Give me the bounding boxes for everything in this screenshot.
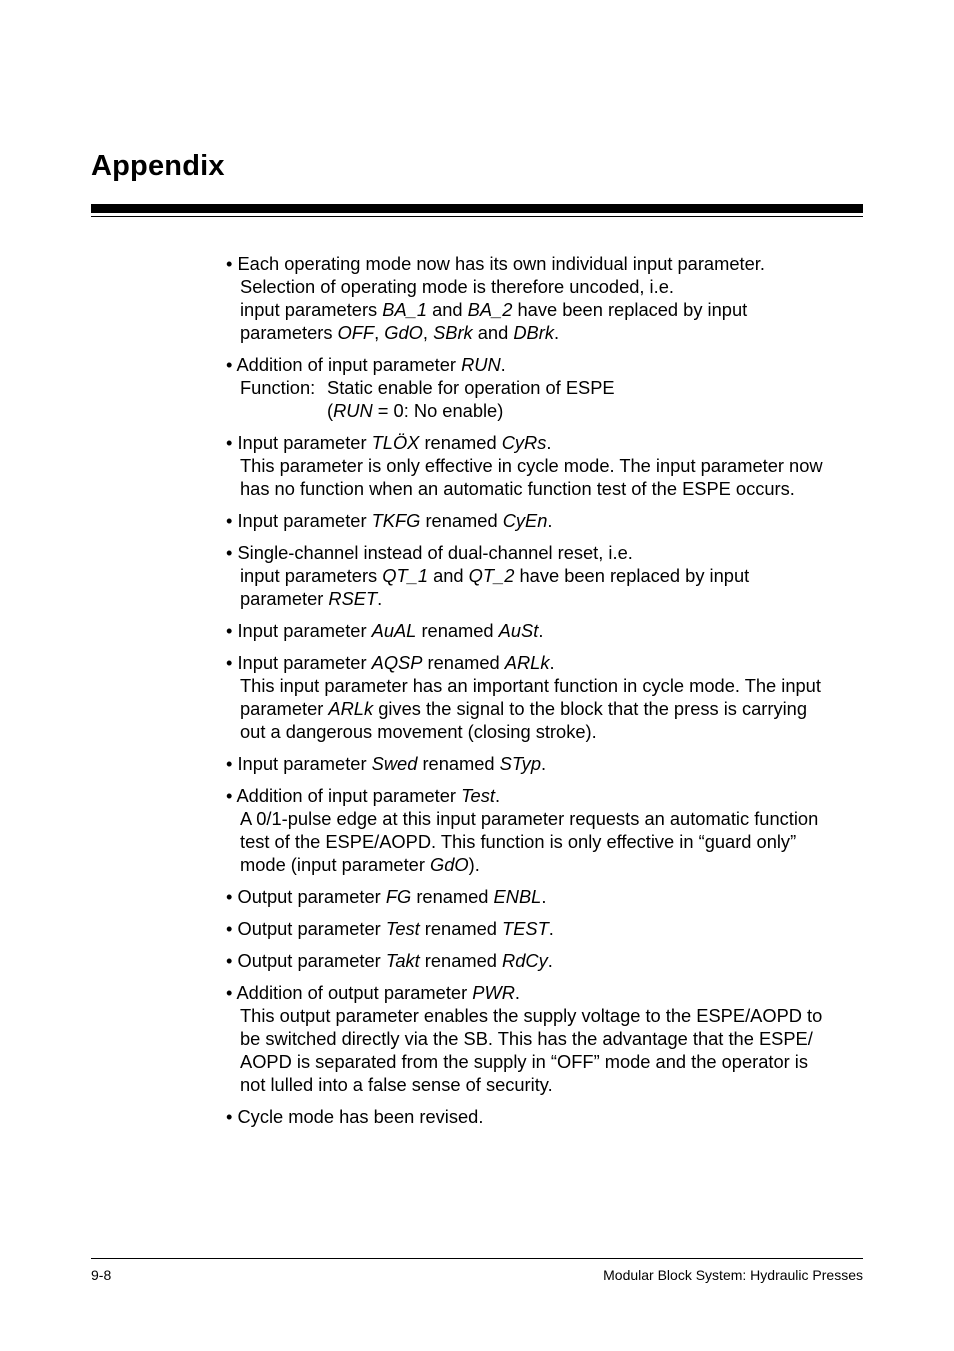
page-title: Appendix [91, 150, 225, 182]
list-item: • Input parameter TKFG renamed CyEn. [226, 510, 553, 531]
list-item: • Addition of input parameter RUN. Function: Static enable for operation of ESPE (RUN = 0: No enable) [226, 354, 615, 421]
list-item: • Input parameter AuAL renamed AuSt. [226, 620, 544, 641]
footer-rule [91, 1258, 863, 1259]
list-item: • Output parameter FG renamed ENBL. [226, 886, 547, 907]
page-number: 9-8 [91, 1267, 112, 1283]
header-rule-thick [91, 204, 863, 213]
list-item: • Single-channel instead of dual-channel reset, i.e. input parameters QT_1 and QT_2 have been replaced by input parameter RSET. [226, 542, 750, 609]
list-item: • Output parameter Takt renamed RdCy. [226, 950, 553, 971]
list-item: • Input parameter Swed renamed STyp. [226, 753, 547, 774]
list-item: • Addition of output parameter PWR. This output parameter enables the supply voltage to the ESPE/AOPD to be switched directly via the SB. This has the advantage that the ESPE/ AOPD is separated from the supply in “OFF” mode and the operator is not lulled into a false sense of security. [226, 982, 823, 1095]
list-item: • Output parameter Test renamed TEST. [226, 918, 554, 939]
changes-list [226, 252, 866, 1137]
list-item: • Input parameter AQSP renamed ARLk. This input parameter has an important function in cycle mode. The input parameter ARLk gives the signal to the block that the press is carrying out a dangerous movement (closing stroke). [226, 652, 821, 742]
list-item: • Input parameter TLÖX renamed CyRs. This parameter is only effective in cycle mode. The input parameter now has no function when an automatic function test of the ESPE occurs. [226, 432, 823, 499]
list-item: • Cycle mode has been revised. [226, 1106, 484, 1127]
document-title: Modular Block System: Hydraulic Presses [603, 1267, 863, 1283]
header-rule-thin [91, 216, 863, 217]
list-item: • Each operating mode now has its own individual input parameter. Selection of operating mode is therefore uncoded, i.e. input parameters BA_1 and BA_2 have been replaced by input parameters OFF, GdO, SBrk and DBrk. [226, 253, 765, 343]
list-item: • Addition of input parameter Test. A 0/1-pulse edge at this input parameter requests an automatic function test of the ESPE/AOPD. This function is only effective in “guard only” mode (input parameter GdO). [226, 785, 819, 875]
